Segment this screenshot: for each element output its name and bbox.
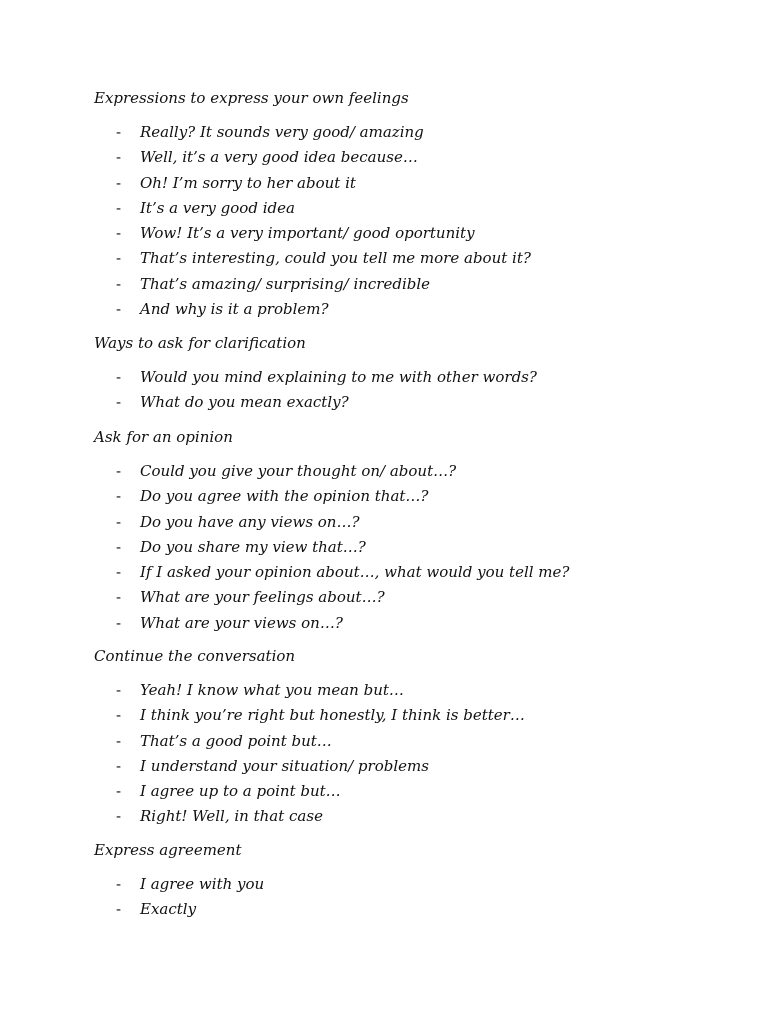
- bullet-dash: -: [116, 512, 122, 531]
- list-item: [94, 299, 714, 324]
- list-item-text: Exactly: [140, 900, 197, 919]
- phrase-list: [94, 874, 714, 925]
- list-item: [94, 223, 714, 248]
- list-item-text: Could you give your thought on/ about…?: [140, 462, 457, 480]
- phrase-list: [94, 122, 714, 324]
- list-item: [94, 562, 714, 587]
- list-item-text: What do you mean exactly?: [140, 393, 349, 412]
- list-item-text: Oh! I’m sorry to her about it: [140, 173, 356, 192]
- list-item: [94, 147, 714, 172]
- bullet-dash: -: [116, 613, 122, 632]
- bullet-dash: -: [116, 393, 122, 412]
- bullet-dash: -: [116, 807, 122, 826]
- bullet-dash: -: [116, 300, 122, 319]
- list-item: [94, 705, 714, 730]
- section-continue-conversation: [94, 646, 714, 832]
- bullet-dash: -: [116, 173, 122, 192]
- list-item-text: Do you agree with the opinion that…?: [140, 487, 429, 506]
- bullet-dash: -: [116, 588, 122, 607]
- bullet-dash: -: [116, 756, 122, 775]
- phrase-list: [94, 367, 714, 418]
- list-item: [94, 367, 714, 392]
- bullet-dash: -: [116, 274, 122, 293]
- list-item-text: That’s a good point but…: [140, 731, 332, 750]
- list-item: [94, 537, 714, 562]
- list-item: [94, 874, 714, 899]
- list-item-text: What are your feelings about…?: [140, 588, 385, 607]
- section-clarification: [94, 333, 714, 418]
- list-item: [94, 680, 714, 705]
- list-item-text: Right! Well, in that case: [140, 807, 323, 826]
- list-item: [94, 274, 714, 299]
- list-item-text: That’s interesting, could you tell me more about it?: [140, 249, 531, 268]
- list-item-text: And why is it a problem?: [140, 300, 329, 319]
- list-item-text: Do you share my view that…?: [140, 537, 366, 556]
- bullet-dash: -: [116, 706, 122, 725]
- bullet-dash: -: [116, 249, 122, 268]
- section-expressing-feelings: [94, 88, 714, 324]
- bullet-dash: -: [116, 198, 122, 217]
- bullet-dash: -: [116, 731, 122, 750]
- section-express-agreement: [94, 840, 714, 925]
- list-item: [94, 731, 714, 756]
- section-heading: Express agreement: [94, 841, 242, 859]
- list-item: [94, 899, 714, 924]
- list-item: [94, 587, 714, 612]
- section-heading: Expressions to express your own feelings: [94, 89, 409, 107]
- list-item: [94, 512, 714, 537]
- list-item-text: Would you mind explaining to me with other words?: [140, 368, 537, 386]
- bullet-dash: -: [116, 563, 122, 582]
- bullet-dash: -: [116, 681, 122, 699]
- bullet-dash: -: [116, 782, 122, 801]
- bullet-dash: -: [116, 224, 122, 243]
- phrase-list: [94, 461, 714, 638]
- list-item-text: Do you have any views on…?: [140, 512, 360, 531]
- bullet-dash: -: [116, 537, 122, 556]
- section-heading: Ways to ask for clarification: [94, 334, 306, 352]
- list-item-text: What are your views on…?: [140, 613, 343, 632]
- list-item-text: Yeah! I know what you mean but…: [140, 681, 404, 699]
- list-item: [94, 248, 714, 273]
- bullet-dash: -: [116, 462, 122, 480]
- list-item: [94, 613, 714, 638]
- list-item: [94, 486, 714, 511]
- bullet-dash: -: [116, 148, 122, 167]
- bullet-dash: -: [116, 368, 122, 386]
- list-item-text: Wow! It’s a very important/ good oportunity: [140, 224, 475, 243]
- list-item: [94, 756, 714, 781]
- list-item-text: I think you’re right but honestly, I think is better…: [140, 706, 525, 725]
- list-item: [94, 392, 714, 417]
- section-ask-opinion: [94, 427, 714, 638]
- bullet-dash: -: [116, 123, 122, 141]
- section-heading: Ask for an opinion: [94, 428, 233, 446]
- list-item-text: I understand your situation/ problems: [140, 756, 429, 775]
- bullet-dash: -: [116, 487, 122, 506]
- list-item: [94, 173, 714, 198]
- list-item: [94, 122, 714, 147]
- phrase-list: [94, 680, 714, 832]
- list-item-text: If I asked your opinion about…, what would you tell me?: [140, 563, 570, 582]
- list-item-text: Well, it’s a very good idea because…: [140, 148, 418, 167]
- list-item-text: It’s a very good idea: [140, 198, 295, 217]
- list-item: [94, 461, 714, 486]
- list-item: [94, 806, 714, 831]
- list-item-text: Really? It sounds very good/ amazing: [140, 123, 424, 141]
- bullet-dash: -: [116, 900, 122, 919]
- section-heading: Continue the conversation: [94, 647, 296, 665]
- list-item: [94, 198, 714, 223]
- list-item-text: I agree with you: [140, 875, 265, 893]
- bullet-dash: -: [116, 875, 122, 893]
- list-item-text: That’s amazing/ surprising/ incredible: [140, 274, 431, 293]
- list-item: [94, 781, 714, 806]
- list-item-text: I agree up to a point but…: [140, 782, 341, 801]
